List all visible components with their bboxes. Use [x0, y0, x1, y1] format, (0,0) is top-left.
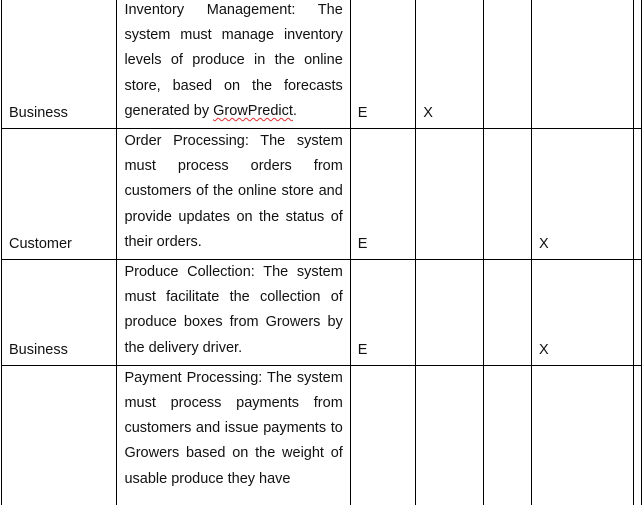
requirement-cell: Payment Processing: The system must process payments from customers and issue payments to Growers based on the weight of usable produce they have	[117, 365, 350, 505]
mark-cell: X	[532, 260, 634, 366]
stakeholder-cell: Business	[2, 260, 117, 366]
priority-cell: E	[350, 0, 415, 129]
mark-cell	[483, 260, 531, 366]
table-row	[2, 260, 642, 366]
priority-cell: E	[350, 129, 415, 260]
mark-cell: X	[532, 129, 634, 260]
priority-cell: E	[350, 260, 415, 366]
stakeholder-cell: Business	[2, 0, 117, 129]
requirements-table	[1, 0, 642, 505]
spellcheck-flagged-word: GrowPredict	[213, 102, 293, 119]
requirement-text-end: .	[292, 102, 297, 119]
mark-cell	[633, 365, 641, 505]
requirement-cell: Produce Collection: The system must facilitate the collection of produce boxes from Growers by the delivery driver.	[117, 260, 350, 366]
mark-cell	[483, 129, 531, 260]
mark-cell: X	[416, 0, 483, 129]
mark-cell	[416, 260, 483, 366]
mark-cell	[633, 0, 641, 129]
requirement-cell	[117, 0, 350, 129]
mark-cell	[633, 129, 641, 260]
stakeholder-cell: Customer	[2, 129, 117, 260]
mark-cell	[416, 129, 483, 260]
mark-cell	[532, 0, 634, 129]
mark-cell	[416, 365, 483, 505]
mark-cell	[483, 365, 531, 505]
stakeholder-cell	[2, 365, 117, 505]
mark-cell	[483, 0, 531, 129]
table-row	[2, 365, 642, 505]
table-row	[2, 129, 642, 260]
priority-cell	[350, 365, 415, 505]
mark-cell	[532, 365, 634, 505]
requirement-text: Inventory Management: The system must manage inventory levels of produce in the online store, based on the forecasts generated by	[124, 2, 343, 119]
mark-cell	[633, 260, 641, 366]
requirement-cell: Order Processing: The system must process orders from customers of the online store and provide updates on the status of their orders.	[117, 129, 350, 260]
table-row	[2, 0, 642, 129]
